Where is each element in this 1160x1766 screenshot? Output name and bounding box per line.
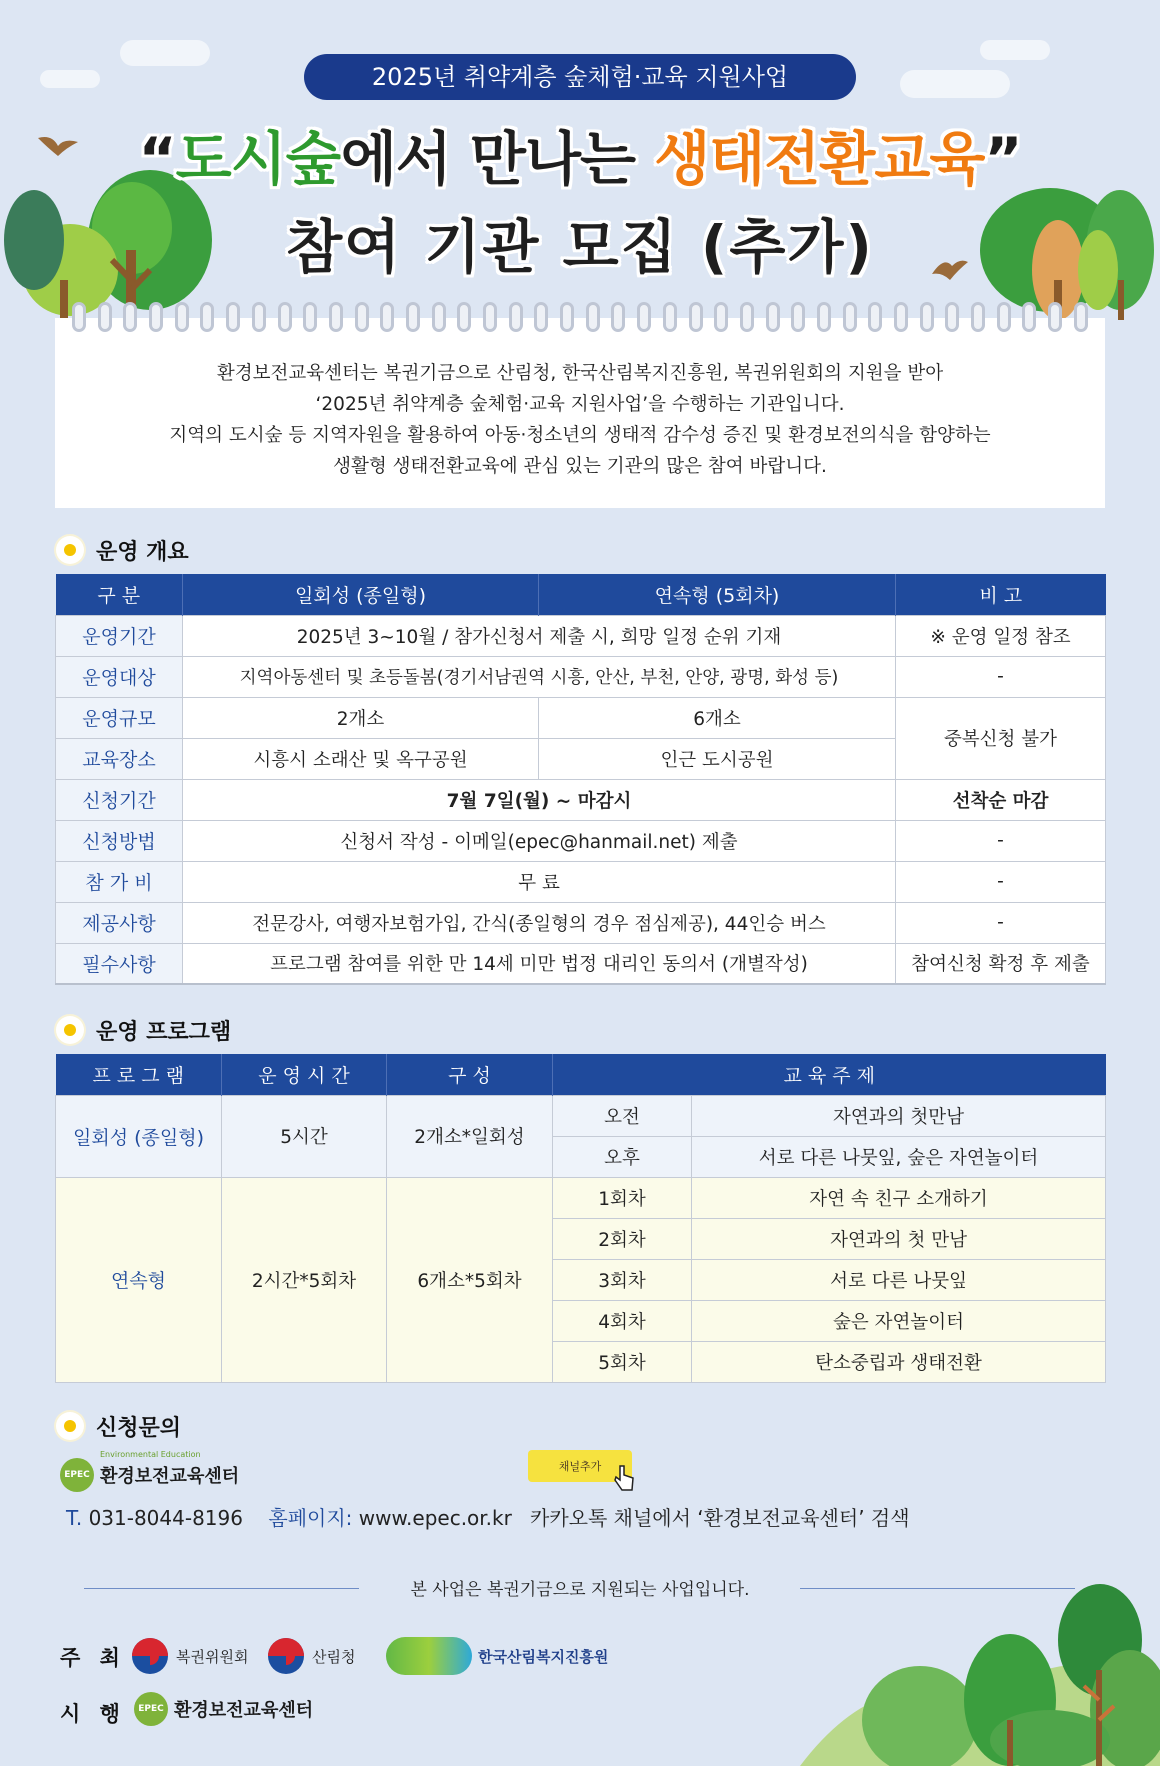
- flower-icon: [56, 1016, 84, 1044]
- row-value: 지역아동센터 및 초등돌봄(경기서남권역 시흥, 안산, 부천, 안양, 광명, 화성 등): [183, 656, 896, 697]
- forest-welfare-logo-icon: [386, 1637, 472, 1675]
- operator-org: [134, 1692, 313, 1726]
- binder-rings: [72, 302, 1088, 336]
- row-value-series: 인근 도시공원: [539, 738, 896, 779]
- row-value-one-day: 시흥시 소래산 및 옥구공원: [183, 738, 539, 779]
- intro-line: 환경보전교육센터는 복권기금으로 산림청, 한국산림복지진흥원, 복권위원회의 지원을 받아: [216, 363, 944, 384]
- org-name: 한국산림복지진흥원: [478, 1647, 609, 1666]
- taeguk-emblem-icon: [268, 1638, 304, 1674]
- session-topic: 자연과의 첫만남: [692, 1095, 1106, 1136]
- title-mid-text: 에서 만나는: [340, 125, 655, 193]
- host-org-forest-welfare: [386, 1637, 608, 1675]
- program-name: 연속형: [56, 1177, 222, 1382]
- session-label: 3회차: [553, 1259, 692, 1300]
- phone-number[interactable]: 031-8044-8196: [88, 1506, 243, 1530]
- cloud-decoration: [120, 40, 210, 66]
- table-row: [56, 779, 1106, 820]
- funding-note: 본 사업은 복권기금으로 지원되는 사업입니다.: [410, 1580, 750, 1600]
- close-quote: ”: [984, 125, 1022, 193]
- row-note: -: [896, 820, 1106, 861]
- homepage-label: 홈페이지:: [268, 1506, 353, 1530]
- epec-logo-subtext: Environmental Education: [100, 1450, 201, 1459]
- row-label: 운영규모: [56, 697, 183, 738]
- section-title: 운영 개요: [96, 539, 189, 565]
- org-name: 환경보전교육센터: [174, 1700, 314, 1721]
- row-label: 신청방법: [56, 820, 183, 861]
- cloud-decoration: [900, 70, 1010, 98]
- row-label: 제공사항: [56, 902, 183, 943]
- table-row: [56, 861, 1106, 902]
- campaign-pill: 2025년 취약계층 숲체험·교육 지원사업: [304, 54, 856, 100]
- session-label: 오후: [553, 1136, 692, 1177]
- org-name: 산림청: [312, 1647, 356, 1666]
- session-label: 1회차: [553, 1177, 692, 1218]
- kakao-button-label: 채널추가: [558, 1460, 602, 1473]
- table-row: [56, 1095, 1106, 1136]
- session-label: 오전: [553, 1095, 692, 1136]
- row-label: 필수사항: [56, 943, 183, 984]
- column-header: 비 고: [896, 574, 1106, 615]
- row-value: 신청서 작성 - 이메일(epec@hanmail.net) 제출: [183, 820, 896, 861]
- cloud-decoration: [980, 40, 1050, 60]
- column-header: 구 성: [387, 1054, 553, 1095]
- intro-card: [55, 318, 1105, 508]
- program-table: [55, 1054, 1106, 1383]
- session-topic: 서로 다른 나뭇잎, 숲은 자연놀이터: [692, 1136, 1106, 1177]
- host-org-lottery: [132, 1638, 248, 1674]
- epec-badge-icon: EPEC: [60, 1458, 94, 1492]
- intro-line: 생활형 생태전환교육에 관심 있는 기관의 많은 참여 바랍니다.: [333, 456, 827, 477]
- page-title-line1: [0, 112, 1160, 196]
- row-label: 참 가 비: [56, 861, 183, 902]
- phone-label: T.: [66, 1506, 83, 1530]
- session-label: 4회차: [553, 1300, 692, 1341]
- section-title: 신청문의: [96, 1415, 182, 1441]
- column-header: 교 육 주 제: [553, 1054, 1106, 1095]
- table-row: [56, 615, 1106, 656]
- row-value: 전문강사, 여행자보험가입, 간식(종일형의 경우 점심제공), 44인승 버스: [183, 902, 896, 943]
- table-row: [56, 1177, 1106, 1218]
- program-name: 일회성 (종일형): [56, 1095, 222, 1177]
- kakao-search-text: 카카오톡 채널에서 ‘환경보전교육센터’ 검색: [530, 1506, 910, 1530]
- pointer-hand-icon: [612, 1464, 636, 1492]
- row-note: 중복신청 불가: [896, 697, 1106, 779]
- row-value: 7월 7일(월) ~ 마감시: [183, 779, 896, 820]
- cloud-decoration: [40, 70, 100, 88]
- session-label: 5회차: [553, 1341, 692, 1382]
- session-topic: 자연과의 첫 만남: [692, 1218, 1106, 1259]
- host-org-forest-service: [268, 1638, 355, 1674]
- row-label: 운영대상: [56, 656, 183, 697]
- flower-icon: [56, 1412, 84, 1440]
- column-header: 구 분: [56, 574, 183, 615]
- row-note: ※ 운영 일정 참조: [896, 615, 1106, 656]
- section-overview-heading: [56, 534, 189, 566]
- table-row: [56, 943, 1106, 984]
- session-label: 2회차: [553, 1218, 692, 1259]
- row-note: 참여신청 확정 후 제출: [896, 943, 1106, 984]
- row-label: 교육장소: [56, 738, 183, 779]
- page-title-line2: 참여 기관 모집 (추가): [286, 213, 874, 281]
- epec-logo: [60, 1450, 240, 1492]
- title-green-text: 도시숲: [175, 125, 341, 193]
- column-header: 연속형 (5회차): [539, 574, 896, 615]
- row-value-series: 6개소: [539, 697, 896, 738]
- table-row: [56, 656, 1106, 697]
- row-value: 무 료: [183, 861, 896, 902]
- row-value: 2025년 3~10월 / 참가신청서 제출 시, 희망 일정 순위 기재: [183, 615, 896, 656]
- epec-badge-icon: EPEC: [134, 1692, 168, 1726]
- open-quote: “: [138, 125, 176, 193]
- table-row: [56, 902, 1106, 943]
- program-time: 5시간: [222, 1095, 387, 1177]
- host-label: 주 최: [60, 1646, 126, 1670]
- section-title: 운영 프로그램: [96, 1019, 232, 1045]
- session-topic: 자연 속 친구 소개하기: [692, 1177, 1106, 1218]
- row-note: -: [896, 861, 1106, 902]
- homepage-link[interactable]: www.epec.or.kr: [358, 1506, 512, 1530]
- column-header: 일회성 (종일형): [183, 574, 539, 615]
- program-composition: 6개소*5회차: [387, 1177, 553, 1382]
- section-program-heading: [56, 1014, 231, 1046]
- title-orange-text: 생태전환교육: [654, 125, 985, 193]
- table-header-row: [56, 1054, 1106, 1095]
- epec-logo-name: 환경보전교육센터: [100, 1466, 240, 1487]
- intro-line: ‘2025년 취약계층 숲체험·교육 지원사업’을 수행하는 기관입니다.: [315, 394, 845, 415]
- row-value: 프로그램 참여를 위한 만 14세 미만 법정 대리인 동의서 (개별작성): [183, 943, 896, 984]
- session-topic: 탄소중립과 생태전환: [692, 1341, 1106, 1382]
- operator-label: 시 행: [60, 1702, 126, 1726]
- session-topic: 서로 다른 나뭇잎: [692, 1259, 1106, 1300]
- table-header-row: [56, 574, 1106, 615]
- forest-illustration: [800, 1570, 1160, 1766]
- row-note: -: [896, 902, 1106, 943]
- org-name: 복권위원회: [176, 1647, 249, 1666]
- column-header: 운 영 시 간: [222, 1054, 387, 1095]
- table-row: [56, 697, 1106, 738]
- table-row: [56, 820, 1106, 861]
- row-note: -: [896, 656, 1106, 697]
- flower-icon: [56, 536, 84, 564]
- row-note: 선착순 마감: [896, 779, 1106, 820]
- row-label: 운영기간: [56, 615, 183, 656]
- contact-phone-line: [66, 1502, 512, 1531]
- program-time: 2시간*5회차: [222, 1177, 387, 1382]
- intro-line: 지역의 도시숲 등 지역자원을 활용하여 아동·청소년의 생태적 감수성 증진 및 환경보전의식을 함양하는: [169, 425, 991, 446]
- taeguk-emblem-icon: [132, 1638, 168, 1674]
- program-composition: 2개소*일회성: [387, 1095, 553, 1177]
- row-label: 신청기간: [56, 779, 183, 820]
- row-value-one-day: 2개소: [183, 697, 539, 738]
- column-header: 프 로 그 램: [56, 1054, 222, 1095]
- session-topic: 숲은 자연놀이터: [692, 1300, 1106, 1341]
- overview-table: [55, 574, 1106, 985]
- section-contact-heading: [56, 1410, 181, 1442]
